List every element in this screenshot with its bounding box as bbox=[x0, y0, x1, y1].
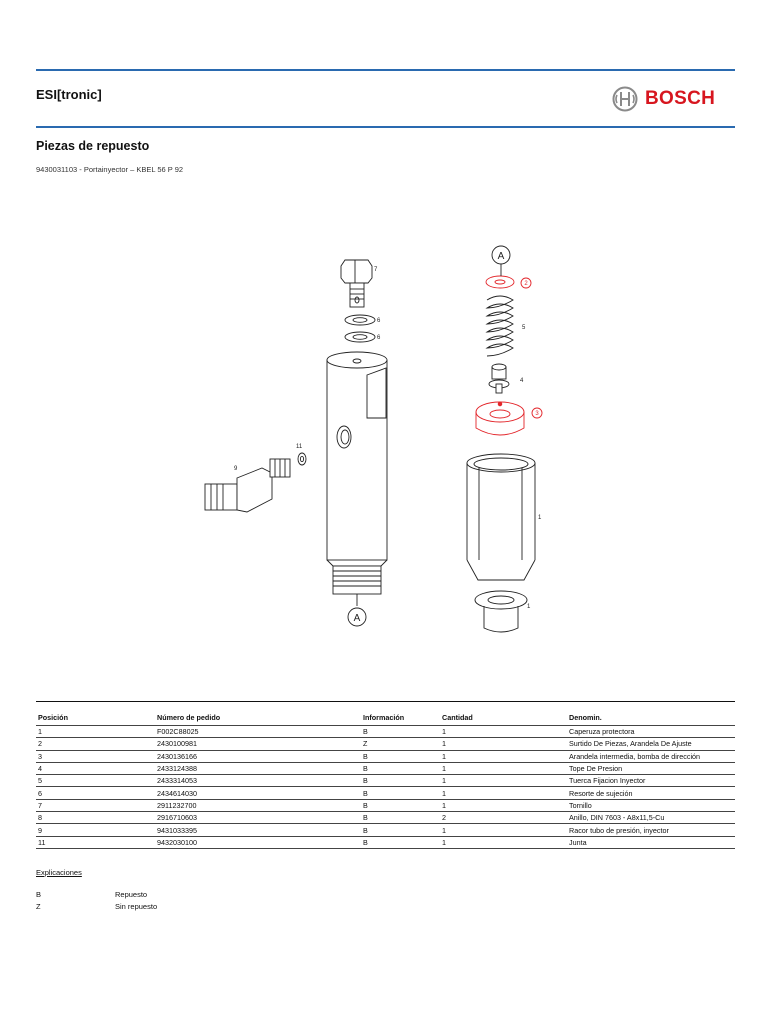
table-top-rule bbox=[36, 701, 735, 702]
table-row bbox=[36, 824, 735, 836]
cell-order-number: 2433124388 bbox=[155, 762, 361, 774]
washer-lower bbox=[345, 332, 375, 342]
cell-quantity: 1 bbox=[440, 762, 567, 774]
cell-designation: Anillo, DIN 7603 - A8x11,5-Cu bbox=[567, 812, 735, 824]
part-11-seal bbox=[298, 453, 306, 465]
cell-order-number: F002C88025 bbox=[155, 726, 361, 738]
cell-order-number: 2433314053 bbox=[155, 775, 361, 787]
bosch-armature-icon bbox=[612, 86, 638, 112]
svg-text:9: 9 bbox=[234, 466, 238, 472]
brand-name: BOSCH bbox=[645, 88, 716, 109]
cell-designation: Arandela intermedia, bomba de dirección bbox=[567, 750, 735, 762]
svg-text:6: 6 bbox=[377, 318, 381, 324]
col-header-position: Posición bbox=[38, 713, 68, 722]
col-header-order-number: Número de pedido bbox=[157, 713, 221, 722]
exploded-parts-diagram bbox=[190, 238, 570, 638]
table-row bbox=[36, 738, 735, 750]
cell-quantity: 1 bbox=[440, 726, 567, 738]
table-row bbox=[36, 799, 735, 811]
cell-designation: Resorte de sujeción bbox=[567, 787, 735, 799]
legend-code: B bbox=[36, 890, 42, 899]
legend-item bbox=[36, 890, 147, 899]
svg-text:1: 1 bbox=[538, 515, 542, 521]
cell-designation: Racor tubo de presión, inyector bbox=[567, 824, 735, 836]
spring bbox=[487, 296, 513, 356]
cell-quantity: 1 bbox=[440, 775, 567, 787]
table-row bbox=[36, 812, 735, 824]
cell-quantity: 1 bbox=[440, 738, 567, 750]
cell-designation: Surtido De Piezas, Arandela De Ajuste bbox=[567, 738, 735, 750]
cell-information: B bbox=[361, 775, 440, 787]
cell-quantity: 1 bbox=[440, 836, 567, 848]
cell-position: 5 bbox=[36, 775, 155, 787]
table-row bbox=[36, 750, 735, 762]
cell-order-number: 9431033395 bbox=[155, 824, 361, 836]
table-header-row bbox=[36, 711, 735, 726]
svg-text:7: 7 bbox=[374, 267, 378, 273]
cell-order-number: 2430136166 bbox=[155, 750, 361, 762]
cell-position: 3 bbox=[36, 750, 155, 762]
cell-information: B bbox=[361, 799, 440, 811]
part-3-intermediate-washer bbox=[476, 402, 524, 435]
cell-position: 4 bbox=[36, 762, 155, 774]
legend-item bbox=[36, 902, 157, 911]
page-subtitle: 9430031103 - Portainyector – KBEL 56 P 92 bbox=[36, 165, 184, 174]
cell-information: Z bbox=[361, 738, 440, 750]
part-5-nozzle-nut bbox=[467, 454, 535, 580]
callout-a-bottom bbox=[348, 608, 366, 626]
cell-quantity: 1 bbox=[440, 824, 567, 836]
callout-2 bbox=[521, 278, 531, 288]
cell-order-number: 2430100981 bbox=[155, 738, 361, 750]
cell-information: B bbox=[361, 762, 440, 774]
legend-text: Sin repuesto bbox=[115, 902, 158, 911]
cell-position: 7 bbox=[36, 799, 155, 811]
cell-information: B bbox=[361, 824, 440, 836]
cell-order-number: 2434614030 bbox=[155, 787, 361, 799]
svg-text:5: 5 bbox=[522, 325, 526, 331]
cell-position: 6 bbox=[36, 787, 155, 799]
legend-code: Z bbox=[36, 902, 41, 911]
legend-text: Repuesto bbox=[115, 890, 148, 899]
col-header-designation: Denomin. bbox=[569, 713, 602, 722]
cell-position: 1 bbox=[36, 726, 155, 738]
cell-designation: Tope De Presion bbox=[567, 762, 735, 774]
washer-upper bbox=[345, 315, 375, 325]
cell-quantity: 1 bbox=[440, 787, 567, 799]
cell-designation: Tuerca Fijacion Inyector bbox=[567, 775, 735, 787]
cell-designation: Caperuza protectora bbox=[567, 726, 735, 738]
cell-position: 2 bbox=[36, 738, 155, 750]
svg-text:11: 11 bbox=[296, 444, 303, 450]
page-title: Piezas de repuesto bbox=[36, 139, 150, 153]
explanations-title: Explicaciones bbox=[36, 868, 82, 877]
cell-information: B bbox=[361, 787, 440, 799]
callout-3 bbox=[532, 408, 542, 418]
cell-quantity: 2 bbox=[440, 812, 567, 824]
cell-order-number: 9432030100 bbox=[155, 836, 361, 848]
cell-information: B bbox=[361, 836, 440, 848]
cell-designation: Junta bbox=[567, 836, 735, 848]
cell-order-number: 2911232700 bbox=[155, 799, 361, 811]
part-2-shim bbox=[486, 276, 514, 288]
bosch-logo bbox=[612, 85, 715, 113]
svg-text:4: 4 bbox=[520, 378, 524, 384]
table-row bbox=[36, 762, 735, 774]
svg-text:2: 2 bbox=[524, 281, 528, 287]
cell-information: B bbox=[361, 812, 440, 824]
cell-quantity: 1 bbox=[440, 799, 567, 811]
cell-order-number: 2916710603 bbox=[155, 812, 361, 824]
header-bottom-rule bbox=[36, 126, 735, 128]
cell-information: B bbox=[361, 726, 440, 738]
col-header-quantity: Cantidad bbox=[442, 713, 473, 722]
cell-information: B bbox=[361, 750, 440, 762]
cell-designation: Tornillo bbox=[567, 799, 735, 811]
svg-text:A: A bbox=[497, 251, 505, 262]
table-row bbox=[36, 775, 735, 787]
callout-a-top bbox=[492, 246, 510, 276]
cell-position: 8 bbox=[36, 812, 155, 824]
cell-position: 9 bbox=[36, 824, 155, 836]
svg-text:6: 6 bbox=[377, 335, 381, 341]
svg-text:1: 1 bbox=[527, 604, 531, 610]
app-title: ESI[tronic] bbox=[36, 87, 102, 102]
table-row bbox=[36, 726, 735, 738]
svg-text:3: 3 bbox=[535, 411, 539, 417]
part-4-pressure-pin bbox=[489, 364, 509, 393]
part-7-bolt bbox=[341, 260, 372, 307]
table-row bbox=[36, 836, 735, 848]
part-9-fitting bbox=[205, 459, 290, 512]
cell-quantity: 1 bbox=[440, 750, 567, 762]
svg-text:A: A bbox=[353, 613, 361, 624]
callout-labels bbox=[234, 267, 542, 610]
table-row bbox=[36, 787, 735, 799]
col-header-information: Información bbox=[363, 713, 405, 722]
header-top-rule bbox=[36, 69, 735, 71]
parts-table bbox=[36, 711, 735, 849]
cell-position: 11 bbox=[36, 836, 155, 848]
part-1-protective-cap bbox=[475, 591, 527, 632]
nozzle-holder-body bbox=[327, 352, 387, 606]
